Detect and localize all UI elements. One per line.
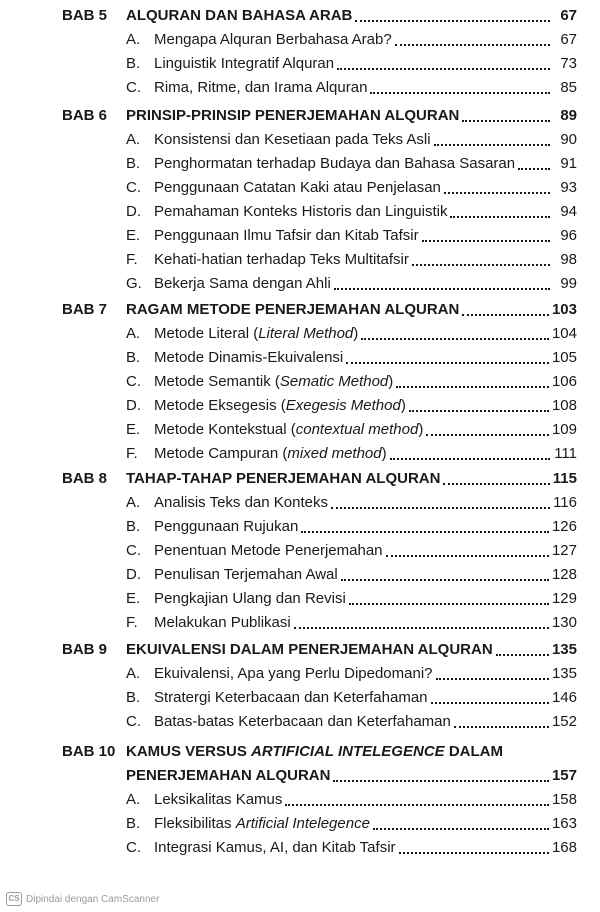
toc-entry: A. Mengapa Alquran Berbahasa Arab? 67 bbox=[126, 28, 577, 52]
dot-leader bbox=[331, 507, 550, 509]
dot-leader bbox=[434, 144, 550, 146]
chapter-title: ALQURAN DAN BAHASA ARAB bbox=[126, 7, 353, 24]
dot-leader bbox=[285, 804, 549, 806]
entry-title: Metode Dinamis-Ekuivalensi bbox=[154, 349, 344, 366]
dot-leader bbox=[462, 314, 549, 316]
page-number: 67 bbox=[560, 7, 577, 24]
dot-leader bbox=[396, 386, 549, 388]
page-number: 99 bbox=[560, 275, 577, 292]
chapter-title: TAHAP-TAHAP PENERJEMAHAN ALQURAN bbox=[126, 470, 441, 487]
toc-entry: F. Melakukan Publikasi 130 bbox=[126, 611, 577, 635]
entry-title: Melakukan Publikasi bbox=[154, 614, 291, 631]
entry-title: Rima, Ritme, dan Irama Alquran bbox=[154, 79, 368, 96]
toc-entry: D. Pemahaman Konteks Historis dan Linguistik 94 bbox=[126, 200, 577, 224]
entry-title: Linguistik Integratif Alquran bbox=[154, 55, 335, 72]
chapter-label: BAB 9 bbox=[62, 641, 108, 658]
dot-leader bbox=[301, 531, 549, 533]
toc-entry: B. Linguistik Integratif Alquran 73 bbox=[126, 52, 577, 76]
page-number: 106 bbox=[551, 373, 577, 390]
dot-leader bbox=[361, 338, 549, 340]
entry-title: Integrasi Kamus, AI, dan Kitab Tafsir bbox=[154, 839, 396, 856]
entry-title: Kehati-hatian terhadap Teks Multitafsir bbox=[154, 251, 409, 268]
dot-leader bbox=[346, 362, 549, 364]
dot-leader bbox=[436, 678, 549, 680]
page-number: 126 bbox=[551, 518, 577, 535]
toc-entry: E. Penggunaan Ilmu Tafsir dan Kitab Tafsir 96 bbox=[126, 224, 577, 248]
chapter-label: BAB 7 bbox=[62, 301, 108, 318]
dot-leader bbox=[355, 20, 550, 22]
page-number: 111 bbox=[554, 445, 577, 462]
dot-leader bbox=[395, 44, 550, 46]
page-number: 93 bbox=[560, 179, 577, 196]
chapter-heading bbox=[126, 638, 577, 662]
page-number: 73 bbox=[560, 55, 577, 72]
page-number: 163 bbox=[551, 815, 577, 832]
dot-leader bbox=[409, 410, 549, 412]
toc-entry: D. Penulisan Terjemahan Awal 128 bbox=[126, 563, 577, 587]
entry-title: Penggunaan Rujukan bbox=[154, 518, 299, 535]
entry-title: Mengapa Alquran Berbahasa Arab? bbox=[154, 31, 392, 48]
chapter-title: EKUIVALENSI DALAM PENERJEMAHAN ALQURAN bbox=[126, 641, 493, 658]
dot-leader bbox=[454, 726, 549, 728]
page-number: 104 bbox=[551, 325, 577, 342]
entry-title: Analisis Teks dan Konteks bbox=[154, 494, 328, 511]
dot-leader bbox=[462, 120, 550, 122]
entry-title: Metode Eksegesis (Exegesis Method) bbox=[154, 397, 406, 414]
entry-title: Bekerja Sama dengan Ahli bbox=[154, 275, 331, 292]
toc-entry: B. Metode Dinamis-Ekuivalensi 105 bbox=[126, 346, 577, 370]
page-number: 89 bbox=[560, 107, 577, 124]
entry-title: Penggunaan Ilmu Tafsir dan Kitab Tafsir bbox=[154, 227, 419, 244]
dot-leader bbox=[518, 168, 550, 170]
entry-title: Metode Campuran (mixed method) bbox=[154, 445, 387, 462]
chapter-label: BAB 6 bbox=[62, 107, 108, 124]
page-number: 91 bbox=[560, 155, 577, 172]
page-number: 85 bbox=[560, 79, 577, 96]
chapter-label: BAB 10 bbox=[62, 743, 116, 760]
page-number: 135 bbox=[551, 665, 577, 682]
toc-entry: F. Metode Campuran (mixed method) 111 bbox=[126, 442, 577, 466]
toc-entry: C. Penentuan Metode Penerjemahan 127 bbox=[126, 539, 577, 563]
toc-entry: E. Metode Kontekstual (contextual method) 109 bbox=[126, 418, 577, 442]
scanner-watermark bbox=[6, 892, 159, 906]
toc-entry: B. Stratergi Keterbacaan dan Keterfahaman 146 bbox=[126, 686, 577, 710]
page-number: 109 bbox=[551, 421, 577, 438]
chapter-label: BAB 5 bbox=[62, 7, 108, 24]
page-number: 90 bbox=[560, 131, 577, 148]
toc-entry: B. Penghormatan terhadap Budaya dan Bahasa Sasaran 91 bbox=[126, 152, 577, 176]
dot-leader bbox=[450, 216, 550, 218]
entry-title: Stratergi Keterbacaan dan Keterfahaman bbox=[154, 689, 428, 706]
dot-leader bbox=[294, 627, 549, 629]
entry-title: Metode Semantik (Sematic Method) bbox=[154, 373, 394, 390]
chapter-heading bbox=[126, 764, 577, 788]
toc-entry: D. Metode Eksegesis (Exegesis Method) 108 bbox=[126, 394, 577, 418]
entry-title: Metode Kontekstual (contextual method) bbox=[154, 421, 424, 438]
entry-title: Ekuivalensi, Apa yang Perlu Dipedomani? bbox=[154, 665, 433, 682]
page-number: 98 bbox=[560, 251, 577, 268]
chapter-title-line-1: KAMUS VERSUS ARTIFICIAL INTELEGENCE DALAM bbox=[126, 743, 503, 760]
watermark-text: Dipindai dengan CamScanner bbox=[26, 893, 160, 905]
page-number: 135 bbox=[551, 641, 577, 658]
dot-leader bbox=[390, 458, 550, 460]
page-number: 128 bbox=[551, 566, 577, 583]
page-number: 158 bbox=[551, 791, 577, 808]
toc-entry: E. Pengkajian Ulang dan Revisi 129 bbox=[126, 587, 577, 611]
dot-leader bbox=[341, 579, 549, 581]
entry-title: Metode Literal (Literal Method) bbox=[154, 325, 359, 342]
page-number: 96 bbox=[560, 227, 577, 244]
chapter-title: RAGAM METODE PENERJEMAHAN ALQURAN bbox=[126, 301, 460, 318]
page-number: 105 bbox=[551, 349, 577, 366]
toc-entry: C. Batas-batas Keterbacaan dan Keterfahaman 152 bbox=[126, 710, 577, 734]
dot-leader bbox=[333, 780, 549, 782]
entry-title: Pemahaman Konteks Historis dan Linguistik bbox=[154, 203, 448, 220]
entry-title: Leksikalitas Kamus bbox=[154, 791, 283, 808]
page-number: 130 bbox=[551, 614, 577, 631]
page-number: 115 bbox=[552, 470, 577, 487]
entry-title: Konsistensi dan Kesetiaan pada Teks Asli bbox=[154, 131, 431, 148]
dot-leader bbox=[431, 702, 549, 704]
page-number: 67 bbox=[560, 31, 577, 48]
toc-entry: G. Bekerja Sama dengan Ahli 99 bbox=[126, 272, 577, 296]
page-number: 127 bbox=[551, 542, 577, 559]
page-number: 146 bbox=[551, 689, 577, 706]
dot-leader bbox=[496, 654, 549, 656]
toc-entry: C. Integrasi Kamus, AI, dan Kitab Tafsir 168 bbox=[126, 836, 577, 860]
dot-leader bbox=[373, 828, 549, 830]
page-number: 157 bbox=[551, 767, 577, 784]
toc-entry: A. Konsistensi dan Kesetiaan pada Teks Asli 90 bbox=[126, 128, 577, 152]
dot-leader bbox=[426, 434, 549, 436]
dot-leader bbox=[386, 555, 549, 557]
toc-entry: C. Penggunaan Catatan Kaki atau Penjelasan 93 bbox=[126, 176, 577, 200]
page-number: 116 bbox=[553, 494, 577, 511]
dot-leader bbox=[399, 852, 549, 854]
entry-title: Pengkajian Ulang dan Revisi bbox=[154, 590, 346, 607]
dot-leader bbox=[349, 603, 549, 605]
entry-title: Penentuan Metode Penerjemahan bbox=[154, 542, 383, 559]
chapter-title-line-2: PENERJEMAHAN ALQURAN bbox=[126, 767, 331, 784]
chapter-heading bbox=[126, 104, 577, 128]
chapter-heading bbox=[126, 467, 577, 491]
entry-title: Fleksibilitas Artificial Intelegence bbox=[154, 815, 370, 832]
toc-entry: F. Kehati-hatian terhadap Teks Multitafsir 98 bbox=[126, 248, 577, 272]
toc-entry: A. Ekuivalensi, Apa yang Perlu Dipedomani? 135 bbox=[126, 662, 577, 686]
entry-title: Penulisan Terjemahan Awal bbox=[154, 566, 338, 583]
dot-leader bbox=[422, 240, 550, 242]
dot-leader bbox=[443, 483, 549, 485]
toc-entry: A. Leksikalitas Kamus 158 bbox=[126, 788, 577, 812]
chapter-heading bbox=[126, 298, 577, 322]
dot-leader bbox=[444, 192, 550, 194]
toc-entry: C. Rima, Ritme, dan Irama Alquran 85 bbox=[126, 76, 577, 100]
toc-entry: A. Analisis Teks dan Konteks 116 bbox=[126, 491, 577, 515]
toc-entry: C. Metode Semantik (Sematic Method) 106 bbox=[126, 370, 577, 394]
camscanner-logo-icon: CS bbox=[6, 892, 22, 906]
page-number: 103 bbox=[551, 301, 577, 318]
entry-title: Penghormatan terhadap Budaya dan Bahasa Sasaran bbox=[154, 155, 516, 172]
page-number: 129 bbox=[551, 590, 577, 607]
toc-entry: B. Fleksibilitas Artificial Intelegence 163 bbox=[126, 812, 577, 836]
dot-leader bbox=[334, 288, 550, 290]
page-number: 94 bbox=[560, 203, 577, 220]
dot-leader bbox=[337, 68, 550, 70]
page-number: 168 bbox=[551, 839, 577, 856]
toc-entry: B. Penggunaan Rujukan 126 bbox=[126, 515, 577, 539]
entry-title: Penggunaan Catatan Kaki atau Penjelasan bbox=[154, 179, 441, 196]
dot-leader bbox=[370, 92, 550, 94]
chapter-label: BAB 8 bbox=[62, 470, 108, 487]
dot-leader bbox=[412, 264, 550, 266]
entry-title: Batas-batas Keterbacaan dan Keterfahaman bbox=[154, 713, 451, 730]
page-number: 108 bbox=[551, 397, 577, 414]
chapter-heading bbox=[126, 4, 577, 28]
page-number: 152 bbox=[551, 713, 577, 730]
toc-entry: A. Metode Literal (Literal Method) 104 bbox=[126, 322, 577, 346]
chapter-title: PRINSIP-PRINSIP PENERJEMAHAN ALQURAN bbox=[126, 107, 460, 124]
